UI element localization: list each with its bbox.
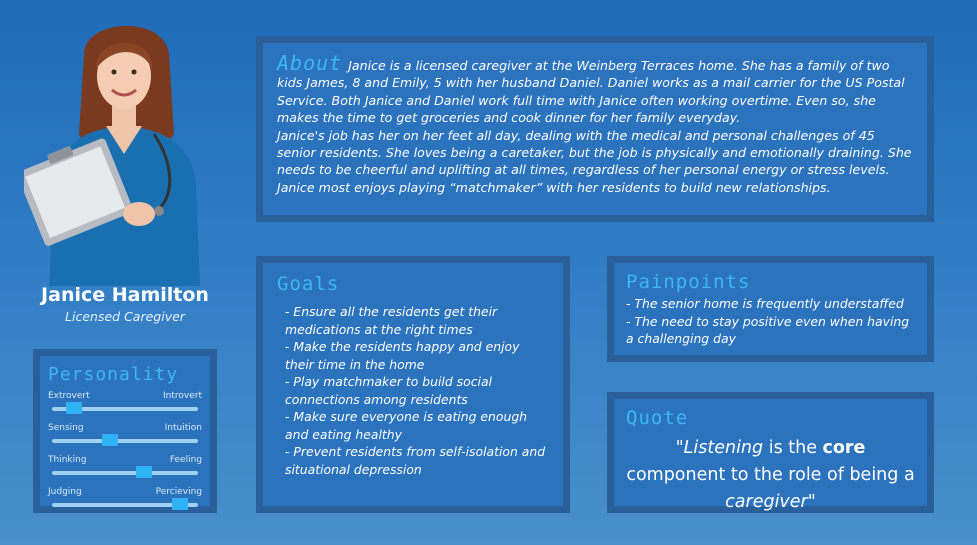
goal-item: - Prevent residents from self-isolation and situational depression — [285, 444, 546, 477]
about-heading: About — [277, 51, 343, 75]
trait-slider — [48, 487, 202, 519]
trait-right-label: Introvert — [163, 391, 202, 401]
trait-left-label: Extrovert — [48, 391, 90, 401]
quote-fragment: component to the role of being a — [626, 465, 915, 485]
trait-right-label: Intuition — [164, 423, 202, 433]
personality-panel — [33, 349, 217, 513]
goal-item: - Play matchmaker to build social connections among residents — [285, 374, 492, 407]
trait-right-label: Percieving — [155, 487, 202, 497]
trait-slider — [48, 391, 202, 423]
painpoint-item: - The need to stay positive even when having a challenging day — [626, 313, 910, 346]
trait-knob — [172, 498, 188, 510]
about-panel — [256, 36, 934, 222]
persona-name: Janice Hamilton — [41, 284, 209, 306]
quote-fragment: is the — [763, 438, 823, 458]
trait-track — [52, 439, 198, 443]
quote-bold: core — [822, 438, 866, 458]
painpoints-panel — [607, 256, 934, 362]
caregiver-photo — [24, 14, 224, 286]
trait-track — [52, 503, 198, 507]
trait-slider — [48, 423, 202, 455]
goals-heading: Goals — [277, 273, 340, 295]
painpoints-heading: Painpoints — [626, 271, 751, 293]
trait-left-label: Thinking — [48, 455, 87, 465]
quote-emphasis: Listening — [683, 438, 764, 458]
painpoint-item: - The senior home is frequently understaffed — [626, 296, 904, 311]
trait-right-label: Feeling — [169, 455, 202, 465]
about-paragraph-1: Janice is a licensed caregiver at the Weinberg Terraces home. She has a family of two kids James, 8 and Emily, 5 with her husband Daniel. Daniel works as a mail carrier for the US Postal Service. Both Janice and Daniel work full time with Janice often working overtime. Even so, she makes the time to get groceries and cook dinner for her family everyday. — [277, 58, 905, 126]
about-paragraph-2: Janice's job has her on her feet all day, dealing with the medical and personal challenges of 45 senior residents. She loves being a caretaker, but the job is physically and emotionally draining. She needs to be cheerful and uplifting at all times, regardless of her personal energy or stress levels. Janice most enjoys playing “matchmaker” with her residents to build new relationships. — [277, 127, 912, 195]
quote-close-mark: " — [807, 492, 816, 512]
trait-left-label: Judging — [48, 487, 82, 497]
trait-left-label: Sensing — [48, 423, 84, 433]
quote-panel — [607, 392, 934, 513]
trait-slider — [48, 455, 202, 487]
persona-role: Licensed Caregiver — [65, 309, 185, 324]
trait-knob — [102, 434, 118, 446]
goal-item: - Ensure all the residents get their medications at the right times — [285, 304, 498, 337]
goals-panel — [256, 256, 570, 513]
goal-item: - Make the residents happy and enjoy their time in the home — [285, 339, 520, 372]
trait-track — [52, 407, 198, 411]
personality-heading: Personality — [48, 364, 179, 385]
quote-emphasis: caregiver — [725, 492, 808, 512]
trait-track — [52, 471, 198, 475]
goal-item: - Make sure everyone is eating enough and eating healthy — [285, 409, 528, 442]
quote-text — [626, 435, 915, 516]
quote-open-mark: " — [675, 438, 684, 458]
trait-knob — [136, 466, 152, 478]
quote-heading: Quote — [626, 407, 689, 429]
trait-knob — [66, 402, 82, 414]
